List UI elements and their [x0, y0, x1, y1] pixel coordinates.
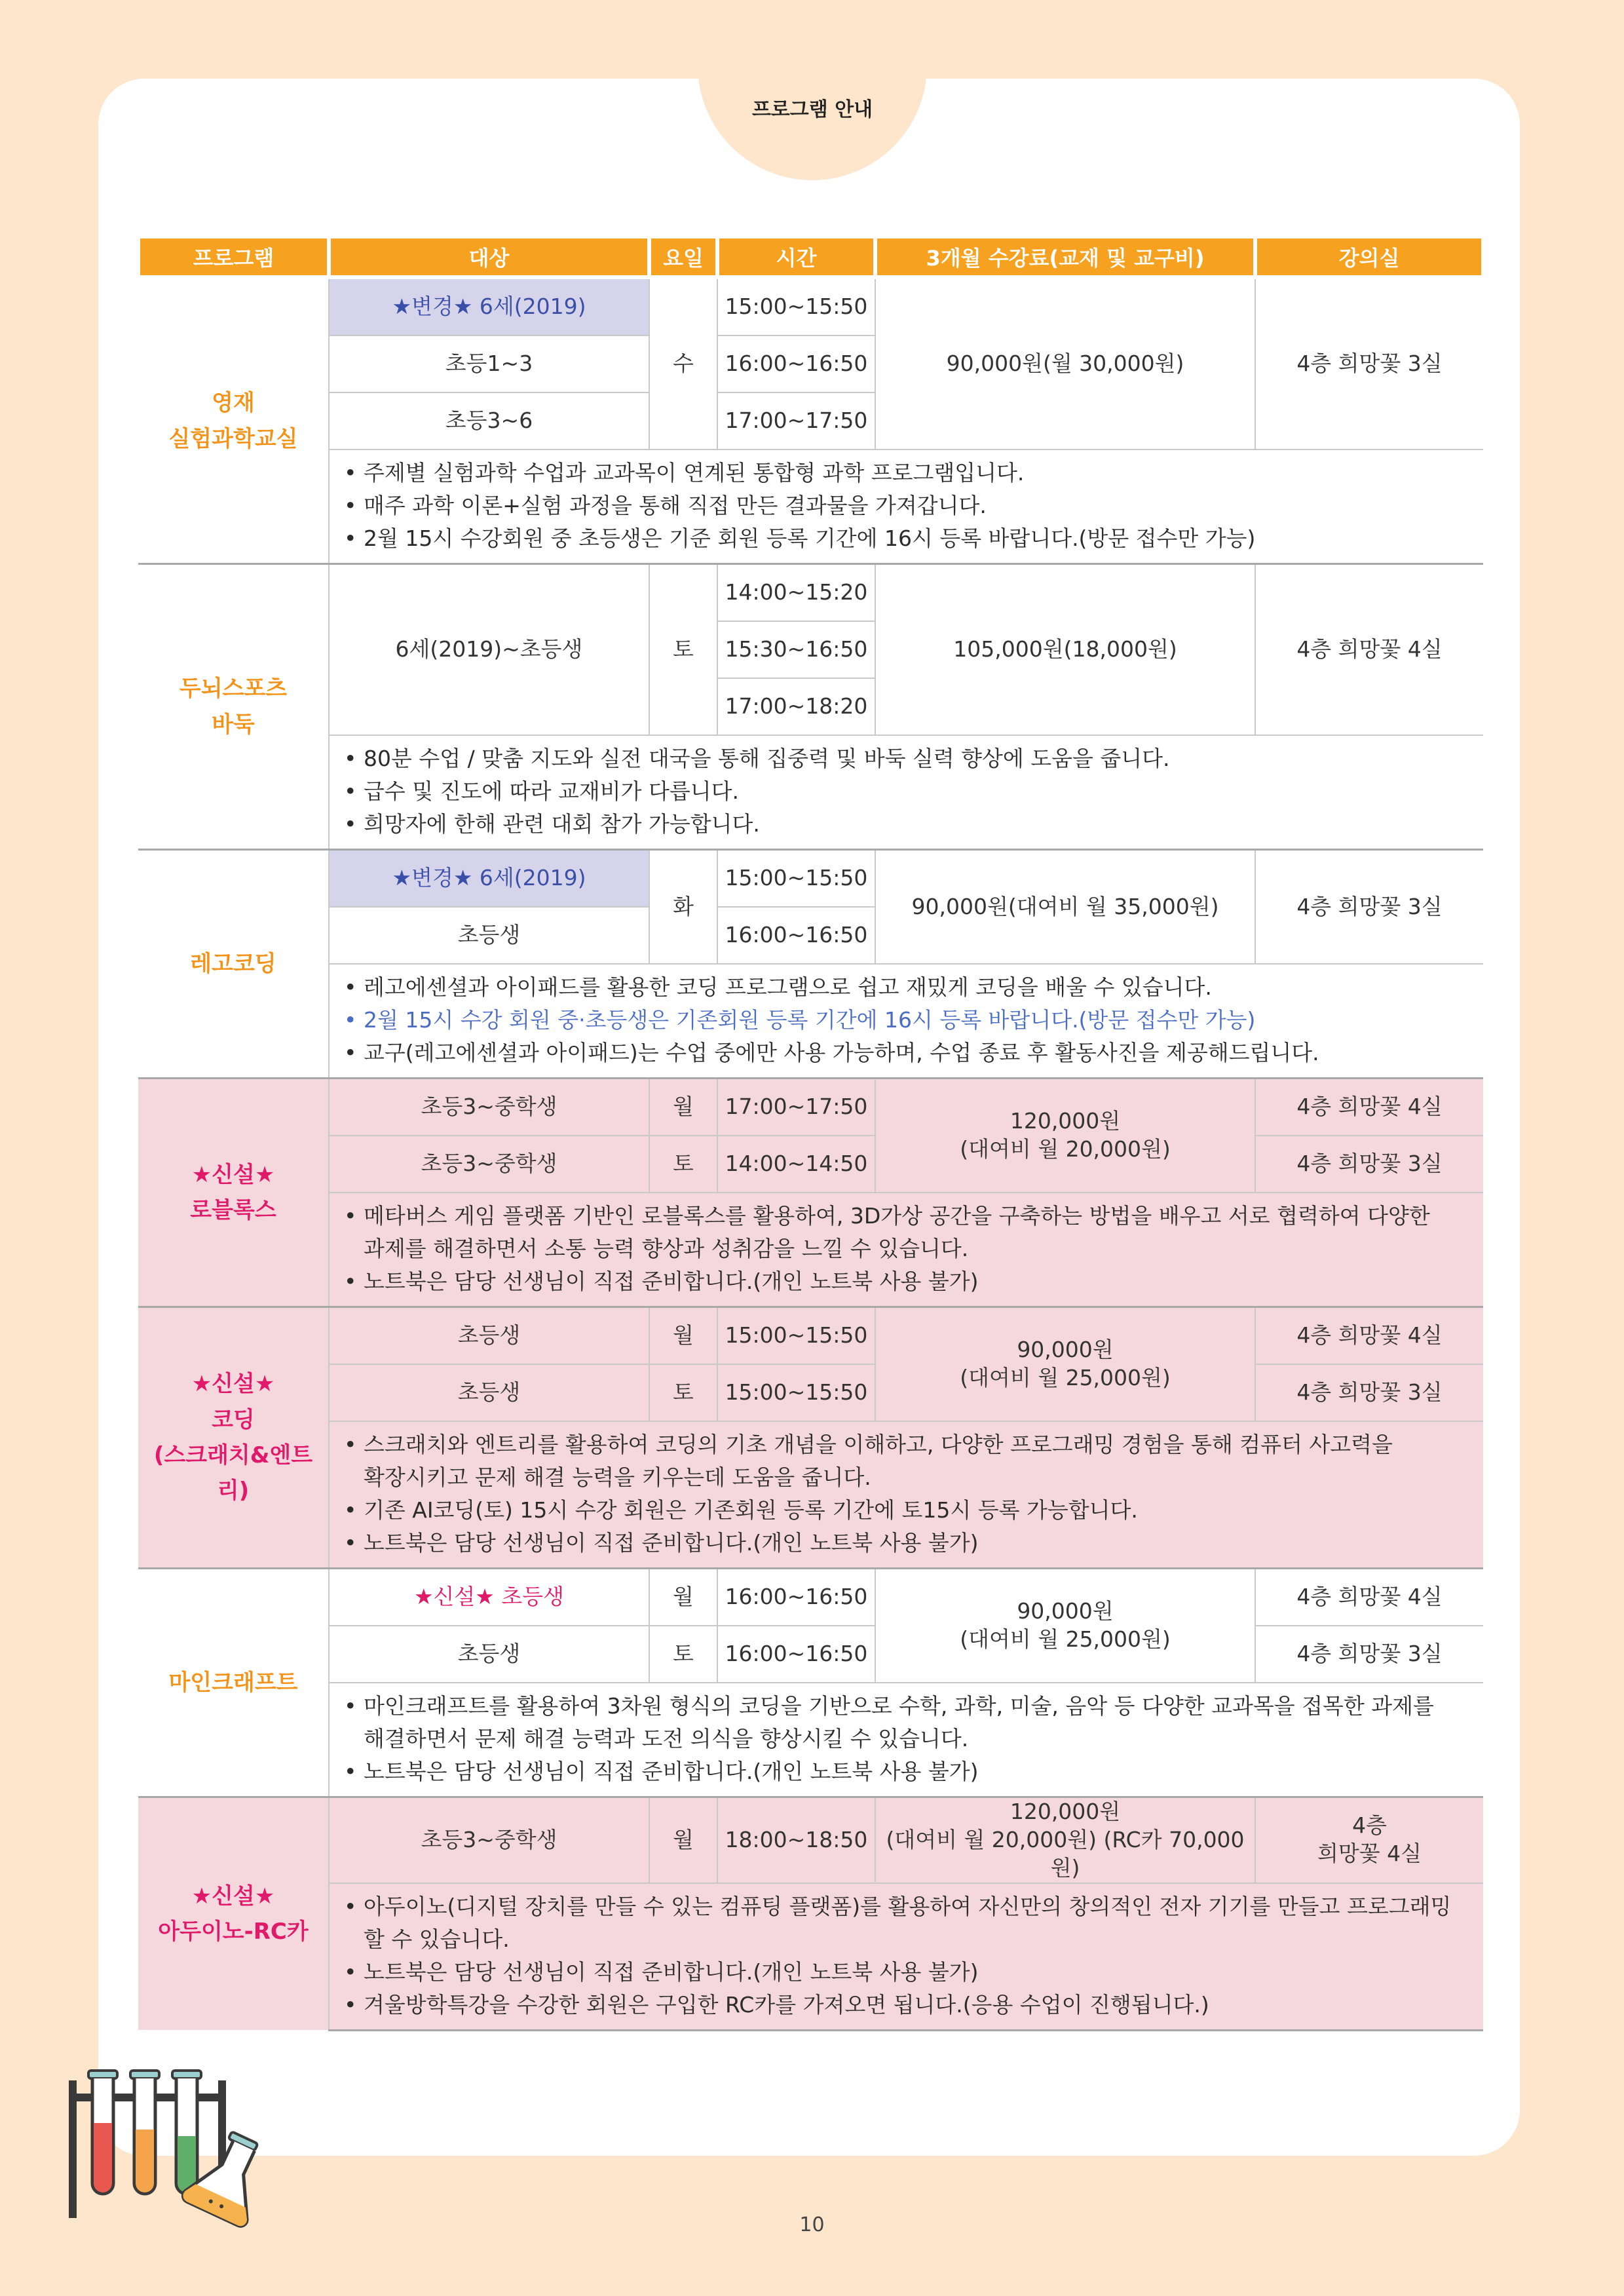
program-name-science: 영재 실험과학교실: [138, 277, 329, 564]
program-name-minecraft: 마인크래프트: [138, 1569, 329, 1797]
test-tube-illustration: [62, 2064, 311, 2228]
test-tube-green-icon: [172, 2071, 201, 2194]
section-title: 프로그램 안내: [751, 98, 873, 121]
note-item: • 2월 15시 수강회원 중 초등생은 기준 회원 등록 기간에 16시 등록 바랍니다.(방문 접수만 가능): [343, 522, 1477, 555]
time-cell: 15:00~15:50: [717, 850, 875, 908]
time-cell: 14:00~15:20: [717, 564, 875, 622]
day-cell: 토: [649, 1136, 717, 1193]
notes-cell: [329, 735, 1483, 850]
room-cell: 4층 희망꽃 3실: [1255, 850, 1483, 965]
note-item: • 주제별 실험과학 수업과 교과목이 연계된 통합형 과학 프로그램입니다.: [343, 457, 1477, 489]
col-header-program: 프로그램: [138, 237, 329, 277]
col-header-day: 요일: [649, 237, 717, 277]
table-row: [138, 1626, 1483, 1683]
notes-row: [138, 1683, 1483, 1797]
program-name-arduino: ★신설★ 아두이노-RC카: [138, 1797, 329, 2031]
time-cell: 14:00~14:50: [717, 1136, 875, 1193]
time-cell: 16:00~16:50: [717, 335, 875, 392]
note-item: • 메타버스 게임 플랫폼 기반인 로블록스를 활용하여, 3D가상 공간을 구축하는 방법을 배우고 서로 협력하여 다양한: [343, 1200, 1477, 1233]
time-cell: 15:00~15:50: [717, 277, 875, 335]
fee-cell: 105,000원(18,000원): [875, 564, 1255, 736]
note-item-continued: 할 수 있습니다.: [364, 1926, 510, 1952]
page-number: 10: [799, 2213, 825, 2236]
notes-list: [343, 971, 1477, 1069]
notes-list: [343, 1890, 1477, 2021]
table-row: [138, 1569, 1483, 1626]
room-cell: 4층 희망꽃 3실: [1255, 1136, 1483, 1193]
fee-cell: 90,000원(대여비 월 35,000원): [875, 850, 1255, 965]
room-cell: 4층 희망꽃 3실: [1255, 1626, 1483, 1683]
notes-row: [138, 964, 1483, 1079]
col-header-target: 대상: [329, 237, 649, 277]
fee-cell: 90,000원 (대여비 월 25,000원): [875, 1569, 1255, 1683]
target-cell: ★변경★ 6세(2019): [329, 850, 649, 908]
notes-list: [343, 1200, 1477, 1298]
note-item: • 겨울방학특강을 수강한 회원은 구입한 RC카를 가져오면 됩니다.(응용 수업이 진행됩니다.): [343, 1989, 1477, 2021]
note-item: • 노트북은 담당 선생님이 직접 준비합니다.(개인 노트북 사용 불가): [343, 1265, 1477, 1298]
note-item: • 노트북은 담당 선생님이 직접 준비합니다.(개인 노트북 사용 불가): [343, 1755, 1477, 1788]
table-row: [138, 564, 1483, 622]
target-cell: ★변경★ 6세(2019): [329, 277, 649, 335]
time-cell: 15:30~16:50: [717, 621, 875, 678]
program-table: [136, 235, 1485, 2031]
room-cell: 4층 희망꽃 3실: [1255, 277, 1483, 450]
notes-cell: [329, 1883, 1483, 2031]
program-name-coding: ★신설★ 코딩 (스크래치&엔트리): [138, 1307, 329, 1569]
time-cell: 17:00~17:50: [717, 1079, 875, 1136]
day-cell: 토: [649, 564, 717, 736]
notes-list: [343, 1428, 1477, 1559]
notes-list: [343, 1690, 1477, 1788]
note-item: • 마인크래프트를 활용하여 3차원 형식의 코딩을 기반으로 수학, 과학, 미술, 음악 등 다양한 교과목을 접목한 과제를: [343, 1690, 1477, 1723]
fee-cell: 90,000원(월 30,000원): [875, 277, 1255, 450]
time-cell: 16:00~16:50: [717, 1569, 875, 1626]
note-item: • 기존 AI코딩(토) 15시 수강 회원은 기존회원 등록 기간에 토15시 등록 가능합니다.: [343, 1494, 1477, 1527]
notes-row: [138, 450, 1483, 564]
note-item: • 레고에센셜과 아이패드를 활용한 코딩 프로그램으로 쉽고 재밌게 코딩을 배울 수 있습니다.: [343, 971, 1477, 1004]
day-cell: 수: [649, 277, 717, 450]
notes-row: [138, 735, 1483, 850]
target-cell: 6세(2019)~초등생: [329, 564, 649, 736]
day-cell: 화: [649, 850, 717, 965]
day-cell: 월: [649, 1569, 717, 1626]
table-row: [138, 277, 1483, 335]
notes-list: [343, 457, 1477, 555]
notes-row: [138, 1421, 1483, 1569]
room-cell: 4층 희망꽃 4실: [1255, 1307, 1483, 1365]
day-cell: 토: [649, 1364, 717, 1421]
time-cell: 16:00~16:50: [717, 907, 875, 964]
note-item: • 2월 15시 수강 회원 중·초등생은 기존회원 등록 기간에 16시 등록 바랍니다.(방문 접수만 가능): [343, 1004, 1477, 1037]
time-cell: 18:00~18:50: [717, 1797, 875, 1883]
day-cell: 토: [649, 1626, 717, 1683]
time-cell: 15:00~15:50: [717, 1364, 875, 1421]
target-cell: 초등3~중학생: [329, 1136, 649, 1193]
room-cell: 4층 희망꽃 3실: [1255, 1364, 1483, 1421]
program-name-roblox: ★신설★ 로블록스: [138, 1079, 329, 1307]
notes-row: [138, 1883, 1483, 2031]
note-item-continued: 과제를 해결하면서 소통 능력 향상과 성취감을 느낄 수 있습니다.: [364, 1236, 969, 1261]
note-item: • 교구(레고에센셜과 아이패드)는 수업 중에만 사용 가능하며, 수업 종료 후 활동사진을 제공해드립니다.: [343, 1037, 1477, 1069]
time-cell: 16:00~16:50: [717, 1626, 875, 1683]
time-cell: 17:00~17:50: [717, 392, 875, 450]
day-cell: 월: [649, 1079, 717, 1136]
room-cell: 4층 희망꽃 4실: [1255, 1569, 1483, 1626]
notes-row: [138, 1193, 1483, 1307]
day-cell: 월: [649, 1307, 717, 1365]
note-item: • 노트북은 담당 선생님이 직접 준비합니다.(개인 노트북 사용 불가): [343, 1956, 1477, 1989]
room-cell: 4층 희망꽃 4실: [1255, 1797, 1483, 1883]
time-cell: 17:00~18:20: [717, 678, 875, 735]
room-cell: 4층 희망꽃 4실: [1255, 564, 1483, 736]
col-header-time: 시간: [717, 237, 875, 277]
note-item: • 급수 및 진도에 따라 교재비가 다릅니다.: [343, 775, 1477, 808]
fee-cell: 90,000원 (대여비 월 25,000원): [875, 1307, 1255, 1422]
note-item: • 아두이노(디지털 장치를 만들 수 있는 컴퓨팅 플랫폼)를 활용하여 자신만의 창의적인 전자 기기를 만들고 프로그래밍: [343, 1890, 1477, 1923]
fee-cell: 120,000원 (대여비 월 20,000원) (RC카 70,000원): [875, 1797, 1255, 1883]
table-row: [138, 1797, 1483, 1883]
target-cell: 초등3~중학생: [329, 1797, 649, 1883]
new-badge: ★신설★: [413, 1584, 495, 1610]
note-item: • 매주 과학 이론+실험 과정을 통해 직접 만든 결과물을 가져갑니다.: [343, 489, 1477, 522]
target-cell: 초등1~3: [329, 335, 649, 392]
notes-cell: [329, 450, 1483, 564]
target-cell: 초등생: [329, 1626, 649, 1683]
notes-cell: [329, 1193, 1483, 1307]
note-item: • 노트북은 담당 선생님이 직접 준비합니다.(개인 노트북 사용 불가): [343, 1527, 1477, 1559]
table-row: [138, 850, 1483, 908]
fee-cell: 120,000원 (대여비 월 20,000원): [875, 1079, 1255, 1193]
table-row: [138, 1079, 1483, 1136]
target-cell: 초등3~6: [329, 392, 649, 450]
program-name-baduk: 두뇌스포츠 바둑: [138, 564, 329, 850]
target-cell: 초등생: [329, 907, 649, 964]
room-cell: 4층 희망꽃 4실: [1255, 1079, 1483, 1136]
note-item-continued: 해결하면서 문제 해결 능력과 도전 의식을 향상시킬 수 있습니다.: [364, 1726, 969, 1751]
notes-list: [343, 742, 1477, 841]
note-item-continued: 확장시키고 문제 해결 능력을 키우는데 도움을 줍니다.: [364, 1464, 871, 1490]
time-cell: 15:00~15:50: [717, 1307, 875, 1365]
table-row: [138, 1364, 1483, 1421]
test-tube-red-icon: [88, 2071, 117, 2194]
col-header-fee: 3개월 수강료(교재 및 교구비): [875, 237, 1255, 277]
table-row: [138, 1136, 1483, 1193]
target-cell: 초등생: [329, 1307, 649, 1365]
table-header-row: [138, 237, 1483, 277]
target-cell: 초등생: [329, 1364, 649, 1421]
target-cell: ★신설★ 초등생: [329, 1569, 649, 1626]
note-item: • 80분 수업 / 맞춤 지도와 실전 대국을 통해 집중력 및 바둑 실력 향상에 도움을 줍니다.: [343, 742, 1477, 775]
notes-cell: [329, 1683, 1483, 1797]
col-header-room: 강의실: [1255, 237, 1483, 277]
notes-cell: [329, 964, 1483, 1079]
day-cell: 월: [649, 1797, 717, 1883]
note-item: • 희망자에 한해 관련 대회 참가 가능합니다.: [343, 808, 1477, 841]
note-item: • 스크래치와 엔트리를 활용하여 코딩의 기초 개념을 이해하고, 다양한 프로그래밍 경험을 통해 컴퓨터 사고력을: [343, 1428, 1477, 1461]
notes-cell: [329, 1421, 1483, 1569]
table-row: [138, 1307, 1483, 1365]
program-name-lego: 레고코딩: [138, 850, 329, 1079]
target-cell: 초등3~중학생: [329, 1079, 649, 1136]
test-tube-orange-icon: [130, 2071, 159, 2194]
